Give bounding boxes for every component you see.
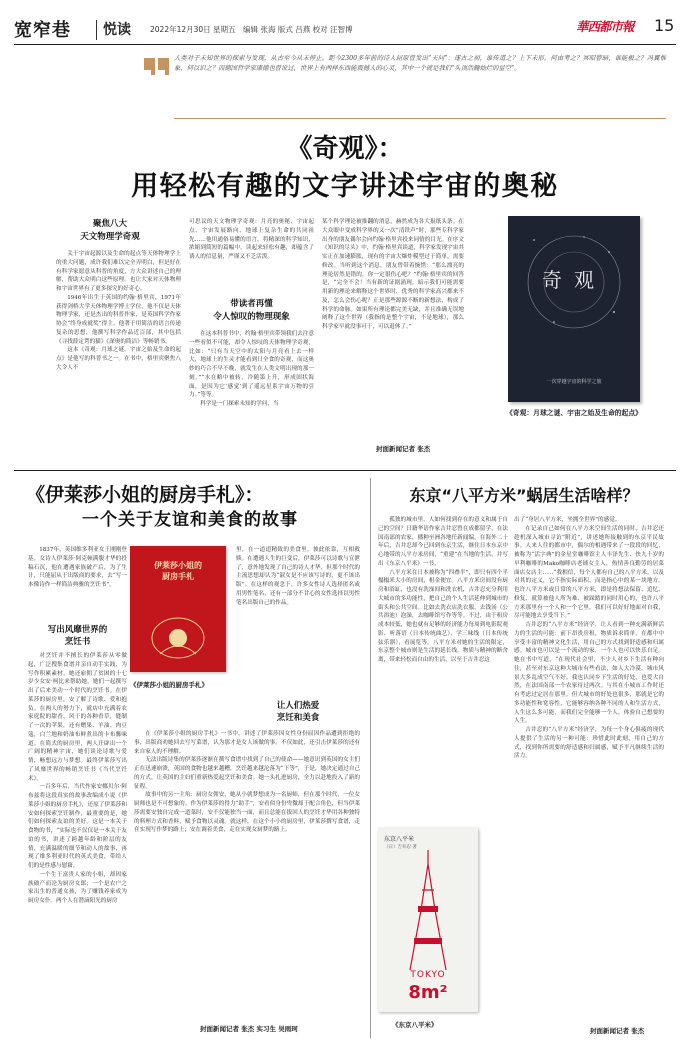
section-name: 宽窄巷 <box>14 20 71 41</box>
article2-col1-intro: 1837年，英国维多利亚女王刚刚登基。女诗人伊莱莎·阿克顿满腹才华的投稿石沉，他在遭遇家族破产后，为了生计，只能屈从于出版商的要求，去“写一本像诗作一样简洁典雅的烹饪书”。 <box>28 547 127 588</box>
quote-underline <box>174 118 666 119</box>
column-name: 悦读 <box>103 22 131 38</box>
book-cover-eliza <box>130 546 226 672</box>
article3-byline: 封面新闻记者 张杰 <box>590 1027 645 1035</box>
article2-subhead1: 写出风靡世界的 烹饪书 <box>47 625 108 647</box>
header-rule <box>14 44 676 45</box>
cover-title: 奇观 <box>542 268 606 292</box>
article1-col1: 关于宇宙起源以及生命的起点等天体物理学上的重大问题，成许我们难以完全弄明白，但是好在有科学家愿意从科普的角度，方大众讲述自己的理解，帮助大众明白这些原理。也让大家对天体物理和宇宙世界有了更多探究的好奇心。 1946年出生于英国的约翰·格里宾，1971年获得剑桥大学天体物理学博士学位，他不仅是天体物理学家，还是杰出的科普作家，是英国科学作家协会“终身成就奖”得主。他著于用简洁的语言传递复杂的思想，他撰写科学作品近百部，其中包括《寻找薛定谔的猫》《深奥的简洁》等畅销书。 这本《奇观：月球之谜、宇宙之始及生命的起点》是他写的科普书之一。在书中，格里宾聚焦八大令人不 <box>56 251 181 371</box>
cover-title-tokyo: 东京八平米 <box>384 836 415 843</box>
article3-col1: 孤独的城市里，人如何找到存在的意义和属于自己的空间？日籍华语作家吉井忍曾在成都留学，在法国南部的农家，播种至洲各地任新闻编。在海外二十年后，吉井忍却今已回到东京生活，继住日本东京中心地带的八平方米房间，“重建”在当地的生活，并写出《东京八平米》一书。 八平方米在日本被称为“四叠半”，即只有四个半榻榻米大小的房间，租金便宜。八平方米房间没有厨房和浴缸，也没有洗澡间和洗衣机，吉井忍充分利用大城市的多功能性，把自己的个人生活延伸到城市的街头和公共空间。比如去洗衣店洗衣服，去钱汤（公共浴池）泡澡，去咖啡馆写作等等。不过，由于租房成本较低，她也就有足够的经济能力每周到电影院观影、听落语（日本传统曲艺）、学三味线（日本传统弦乐器），看展览等。八平方米对她的生活的限定，东京整个城市则是生活的延长线。物质与精神的断舍离，带来轻松而自由的生活。以至于吉井忍这 <box>378 517 508 663</box>
book-caption-qiguan: 《奇观：月球之谜、宇宙之始及生命的起点》 <box>506 409 642 417</box>
article2-byline: 封面新闻记者 张杰 实习生 吴雨珂 <box>200 1025 298 1033</box>
masthead <box>0 0 690 48</box>
quote-mark-icon <box>144 56 170 76</box>
article1-subhead1: 聚焦八大 天文物理学奇观 <box>80 219 140 242</box>
article1-title-line1: 《奇观》： <box>286 134 404 164</box>
book-cover-tokyo <box>378 828 478 1012</box>
cover-city: TOKYO <box>410 970 446 980</box>
cover-area: 8m² <box>408 982 448 1003</box>
article1-col3: 某个科学理论被推翻的消息，赫然成为各大报纸头条。在大众眼中变成科学界的又一次“清铁声”时，那些专科学家出身的朋友偶尔会向约翰·格里宾投来同情的目光。在序文《知识的尽头》中，约翰·格里宾谈道，科学家发现宇宙其实正在加速膨胀，现有的宇宙大爆炸模型过于简单，需要修改。当听到这个消息，朋友曾带着惋惜：“那么漂亮的理论居然是错的，你一定很伤心吧？”约翰·格里宾的回答是，“完全不会！当有新的证据涌现，暗示我们可能需要用新的理论来解释这个世界时，优秀的科学家高兴都来不及，怎么会伤心呢？正是那些源源不断的新想法，构成了科学的命脉。如果所有理论都完美无缺，并且准确无误地阐释了这个世界（我指的是整个宇宙，不是地球），那么科学家早就没事可干，可以退休了。” <box>322 219 464 330</box>
book-cover-qiguan <box>508 216 640 402</box>
cover-author-tokyo: （日）吉井忍 著 <box>384 845 417 850</box>
quote-banner <box>140 54 668 128</box>
article2-col1: 对烹饪并不擅长的伊莱莎从零做起，广泛搜集食谱并亲自动手实践，为写作积累素材。她还雇佣了贫困的十七岁少女安·柯比来帮助她，她们一起撰写出了后来美动一个时代的烹饪书。在伊莱莎的厨房里，安了解了诗歌、爱和抱负。在两人的努力下，就店中充满着农家庭院的甜香、风干的各种香草，缝制了一次的苹果，还有赠果、羊油、肉豆蔻，白兰地和奶油布鲜煮出的卡布馨味道。在简式的厨房里，两人开辟出一个广阔的精神宇宙，她们谈论诗歌与爱情，畅想远方与梦想。最终伊莱莎写出了风靡世界的畅销烹饪书《当代烹饪术》。 一百多年后，当代作家安娜贝尔·阿布兹将这段真实的故事改编成小说《伊莱莎小姐的厨房手札》，还原了伊莱莎和安如何探索烹饪制作，最重要的是，她们如何探索友谊的美好。这是一本关于食物的书，“实际也不仅仅是一本关于友谊的书，讲述了跨越年龄和阶层的友情，充满温暖的细节和动人的故事，再现了维多利亚时代的英式美食，带给人们的是性感与慰藉。 一个生于富贵人家的小姐，却因家族破产而沦为厨房女郎；一个是农户之家出生的普通女孩，为了赚钱养家成为厨房女仆。两个人在潜滴阳光的厨房 <box>28 653 127 904</box>
article2-title-line2: 一个关于友谊和美食的故事 <box>82 510 298 530</box>
article1-subhead2: 带读者再懂 令人惊叹的物理现象 <box>213 299 290 322</box>
article1-col2b: 在这本科普书中，约翰·格里宾带领我们去注意一些看似不可能，却令人惊叹的天体物理学奇观，比如：“只有当天空中的太阳与月亮看上去一样大，地球上的生灵才能看到日全食的奇观，而这奥妙的巧合不早不晚，就发生在人类文明出现的那一刻。”“水在略中被转，冷随第上升，形成固状海面，是因为它‘感觉’到了遥远星系宇宙万物的引力。”等等。 科学是一门探索未知的学问，当 <box>189 331 314 407</box>
cover-blurb: 一次穿越宇宙的科学之旅 <box>546 379 602 385</box>
book-caption-eliza: 《伊莱莎小姐的厨房手札》 <box>130 681 208 689</box>
article2-title-line1: 《伊莱莎小姐的厨房手札》： <box>26 484 264 506</box>
article1-byline: 封面新闻记者 张杰 <box>376 445 431 453</box>
paper-logo: 華西都市報 <box>576 19 634 34</box>
article2-col2b: 在《伊莱莎小姐的厨房手札》一书中，讲述了伊莱莎因女性身份屈因作品遭到拒绝的事，出版商劝她回去写写菜谱，认为那才是女人该做的事。不仅如此，还引击伊莱莎的还有来自家人的不理解。 无法出版诗集的伊莱莎逐渐在撰写食谱中找到了自己的使命——她意识到英国的女主们正在迅速崩溃，英国的食物也越来越糟，烹饪越来越沦落为“下等”，于是，她决定通过自己的方式，让英国的主妇们重新热爱起烹饪和美食。她一头扎进厨房，全力以赴地投入了新的征程。 故事中的另一主角：厨房女佣安，她从小就梦想成为一名厨师，但在那个时代，一位女厨师也是不可想象的。作为伊莱莎的得力“助手”，安看似身份卑微却于配合角色，但当伊莱莎需要安独自完成一道菜时，安不仅能独当一面，而且总能在拔回人的烹饪才华用各种独特的料理方式和香料，赋予食物以灵魂。就这样，在这个小小的厨房里，伊莱莎撰写食谱，走在实现写作梦的路上；安在调着美食，走在实现女厨梦的路上。 <box>134 731 360 834</box>
column-divider <box>370 478 371 1038</box>
page-number: 15 <box>654 16 675 35</box>
header-divider <box>96 20 97 40</box>
article3-col2: 出了“身居八平方米，坐拥全世界”的感觉。 在记录自己如何在八平方米空间生活的同时，吉井忍还趁机深入城市寻访“附近”，讲述她所接触到的东京平民故事。人来人往的都市中，偶尔的相遇带来了一段段的回忆，被称为“活字典”的金星堂咖啡馆主人丰泽先生、快九十岁的早利咖啡的Mako咖啡店老铺女主人，热情善良勤劳的居菜面店女店主……“我相信，每个人都有自己的八平方米，以及对其的定义，它不指实际面积，而是指心中的某一块地方。也许八平方米或日常的八平方米，即是将想法保留、追忆、修复、就算被他人所为难、被踩踏的同时用心的，也许八平方米那里有一个人和一个它里，我们可以好好地面对自我，尽可能地去享受当下。” 吉井忍的“八平方米”经济学，让人看到一种充满新鲜活力的生活的可能：前下昂贵房租，物质诉求简单，在都中中享受丰富的精神文化生活，用自己的方式找到舒适感和归属感。城市也可以是一个流动的家，一个人也可以快乐自足。她在书中写道，“在现代社会里，不少人对乡下生活有种向往，甚至对东京这种大城市有些看法，如人大冷漠、城市风景大多乱成空气不好。我也认同乡下生活的好处，也爱大自然，在法国南部一个农家待过两次。与其在小城市工作时还有考虑过定居在那里。但大城市的好处也很多，那就是它的多功能性和宽容性，它能够容纳各种不同的人和生活方式，人生这么多可能，而我们完全能够一个人，体验自己想要的人生。 吉井忍的“八平方米”经济学，为每一个身心俱疲的现代人提供了生活的另一种可能：珍惜此时此刻，用自己的方式，找到你所需要的舒适感和归属感，赋予平凡继续生活的活力。 <box>514 517 664 760</box>
section-divider <box>14 470 676 471</box>
article1-col2a: 可思议的天文物理学奇观：月亮的奥秘、宇宙起点、宇宙发展路向、地球上复杂生命的共同祖先……他用通俗易懂的语言，将精深的科学知识，浓缩到简短的篇幅中，读起来轻松有趣，却蕴含了诱人的信息量，严谨又不乏活泼。 <box>189 219 314 260</box>
issue-meta: 2022年12月30日 星期五 编辑 张海 版式 吕燕 校对 汪智博 <box>150 25 353 34</box>
article2-col2a: 里，在一道道精致的美食里，彼此依靠，互相救赎。在遭遇人生的巨变后，伊莱莎可以诗歌与宣泄了，意外地发现了自己的诗人才华，但那个时代的主流思想却认为“淑女是不应该写诗的，更不该出版”。在这样的观念下，许多女性诗人选择匿名或用男性笔名，还有一部分不甘心的女性选择以男性笔名出版自己的作品。 <box>236 547 360 606</box>
book-caption-tokyo: 《东京八平米》 <box>392 1021 438 1029</box>
article2-subhead2: 让人们热爱 烹饪和美食 <box>276 701 320 723</box>
cover-title-eliza: 伊莱莎小姐的厨房手札 <box>154 560 202 581</box>
cover-ornament-icon <box>148 608 208 662</box>
article3-title: 东京“八平方米”蜗居生活啥样？ <box>409 486 639 505</box>
quote-text: 人类对于未知世界的探索与发现，从古至今从未停止。距今2300多年前的诗人屈原曾发出“天问”：遂古之初，谁传道之？上下未形，何由考之？冥昭瞢暗，谁能极之？冯翼惟象，何以识之？而德国哲学家康德也曾说过，世界上有两样东西能震撼人的心灵，其中一个就是我们“头顶浩瀚灿烂的星空”。 <box>174 55 666 73</box>
article1-title-line2: 用轻松有趣的文字讲述宇宙的奥秘 <box>131 171 559 202</box>
tokyo-tower-icon <box>406 850 450 970</box>
